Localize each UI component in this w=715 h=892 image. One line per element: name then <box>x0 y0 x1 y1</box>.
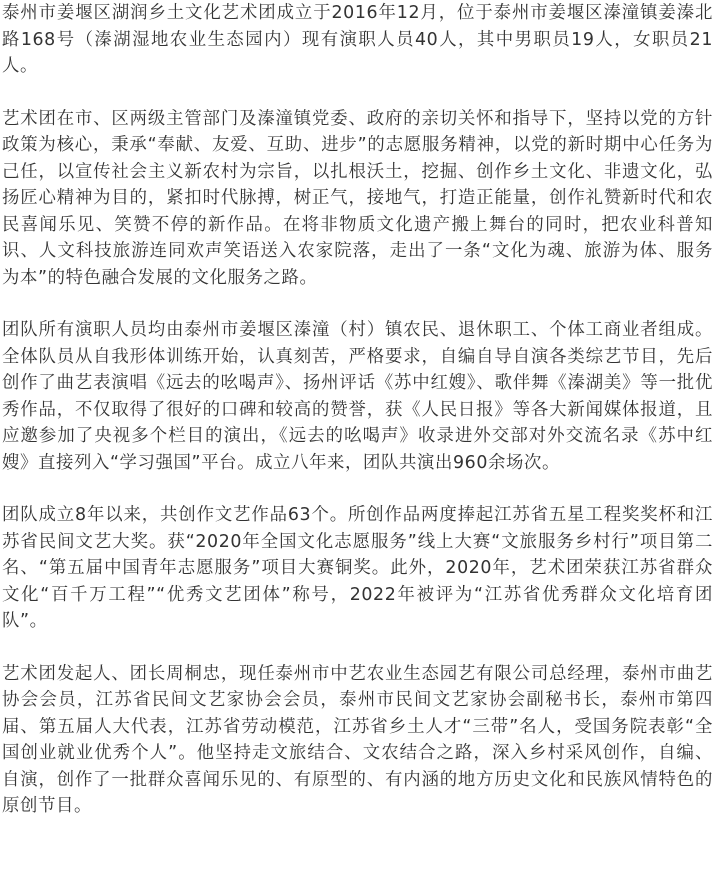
paragraph-gap <box>2 635 713 661</box>
paragraph-members: 团队所有演职人员均由泰州市姜堰区溱潼（村）镇农民、退休职工、个体工商业者组成。全体队员从自我形体训练开始，认真刻苦，严格要求，自编自导自演各类综艺节目，先后创作了曲艺表演唱《远去的吆喝声》、扬州评话《苏中红嫂》、歌伴舞《溱湖美》等一批优秀作品，不仅取得了很好的口碑和较高的赞誉，获《人民日报》等各大新闻媒体报道，且应邀参加了央视多个栏目的演出，《远去的吆喝声》收录进外交部对外交流名录《苏中红嫂》直接列入“学习强国”平台。成立八年来，团队共演出960余场次。 <box>2 320 713 473</box>
paragraph-gap <box>2 476 713 502</box>
paragraph-mission: 艺术团在市、区两级主管部门及溱潼镇党委、政府的亲切关怀和指导下，坚持以党的方针政策为核心，秉承“奉献、友爱、互助、进步”的志愿服务精神，以党的新时期中心任务为己任，以宣传社会主义新农村为宗旨，以扎根沃土，挖掘、创作乡土文化、非遗文化，弘扬匠心精神为目的，紧扣时代脉搏，树正气，接地气，打造正能量，创作礼赞新时代和农民喜闻乐见、笑赞不停的新作品。在将非物质文化遗产搬上舞台的同时，把农业科普知识、人文科技旅游连同欢声笑语送入农家院落，走出了一条“文化为魂、旅游为体、服务为本”的特色融合发展的文化服务之路。 <box>2 108 713 288</box>
paragraph-gap <box>2 80 713 106</box>
paragraph-gap <box>2 291 713 317</box>
paragraph-awards: 团队成立8年以来，共创作文艺作品63个。所创作品两度捧起江苏省五星工程奖奖杯和江苏省民间文艺大奖。获“2020年全国文化志愿服务”线上大赛“文旅服务乡村行”项目第二名、“第五届中国青年志愿服务”项目大赛铜奖。此外，2020年，艺术团荣获江苏省群众文化“百千万工程”“优秀文艺团体”称号，2022年被评为“江苏省优秀群众文化培育团队”。 <box>2 505 713 631</box>
paragraph-founding: 泰州市姜堰区湖润乡土文化艺术团成立于2016年12月，位于泰州市姜堰区溱潼镇姜溱北路168号（溱湖湿地农业生态园内）现有演职人员40人，其中男职员19人，女职员21人。 <box>2 3 713 76</box>
paragraph-founder: 艺术团发起人、团长周桐忠，现任泰州市中艺农业生态园艺有限公司总经理，泰州市曲艺协会会员，江苏省民间文艺家协会会员，泰州市民间文艺家协会副秘书长，泰州市第四届、第五届人大代表，江苏省劳动模范，江苏省乡土人才“三带”名人，受国务院表彰“全国创业就业优秀个人”。他坚持走文旅结合、文农结合之路，深入乡村采风创作，自编、自演，创作了一批群众喜闻乐见的、有原型的、有内涵的地方历史文化和民族风情特色的原创节目。 <box>2 663 713 816</box>
